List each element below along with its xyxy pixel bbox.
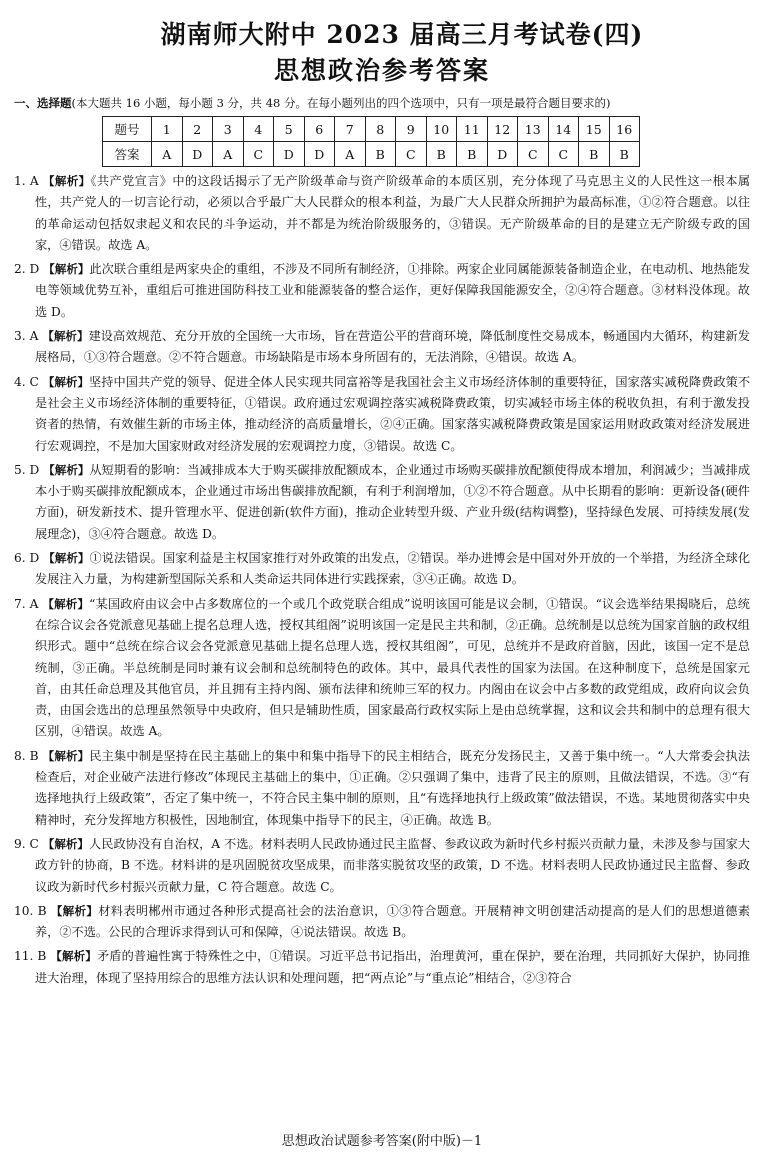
- item-number: 7. A: [14, 596, 39, 611]
- question-row-label: 题号: [103, 117, 152, 142]
- answer-cell: C: [548, 142, 579, 167]
- analysis-tag: 【解析】: [42, 174, 91, 188]
- question-number-cell: 7: [335, 117, 366, 142]
- item-number: 5. D: [14, 462, 40, 477]
- item-text: 坚持中国共产党的领导、促进全体人民实现共同富裕等是我国社会主义市场经济体制的重要特征，国家落实减税降费政策不是社会主义市场经济体制的重要特征，①错误。政府通过宏观调控落实减税降费政策，切实减轻市场主体的税收负担，有利于激发投资者的热情，有效催生新的市场主体，推动经济的高质量增长，②④正确。国家落实减税降费政策是国家运用财政政策对经济发展进行宏观调控，不是加大国家财政对经济发展的宏观调控力度，③错误。故选 C。: [35, 374, 751, 453]
- item-text: 民主集中制是坚持在民主基础上的集中和集中指导下的民主相结合，既充分发扬民主，又善于集中统一。“人大常委会执法检查后，对企业破产法进行修改”体现民主基础上的集中，①正确。②只强调了集中，违背了民主的原则，且做法错误，不选。③“有选择地执行上级政策”，否定了集中统一，不符合民主集中制的原则，且“有选择地执行上级政策”做法错误，不选。某地贯彻落实中央精神时，充分发挥地方积极性，因地制宜，体现集中指导下的民主，④正确。故选 B。: [35, 748, 751, 827]
- question-number-cell: 2: [182, 117, 213, 142]
- question-number-cell: 5: [274, 117, 305, 142]
- item-number: 10. B: [14, 903, 47, 918]
- explanation-item: [14, 259, 750, 323]
- item-text: 建设高效规范、充分开放的全国统一大市场，旨在营造公平的营商环境，降低制度性交易成本，畅通国内大循环，构建新发展格局，①③符合题意。②不符合题意。市场缺陷是市场本身所固有的，无法消除，④错误。故选 A。: [35, 329, 750, 365]
- item-text: 此次联合重组是两家央企的重组，不涉及不同所有制经济，①排除。两家企业同属能源装备制造企业，在电动机、地热能发电等领域优势互补，重组后可推进国防科技工业和能源装备的整合运作，更好保障我国能源安全，②④符合题意。③材料没体现。故选 D。: [35, 262, 751, 319]
- item-number: 4. C: [14, 374, 39, 389]
- answer-table: [102, 116, 640, 167]
- page-footer: 思想政治试题参考答案(附中版)－1: [281, 1134, 483, 1149]
- answer-cell: A: [335, 142, 366, 167]
- explanation-item: [14, 594, 750, 743]
- question-number-cell: 3: [213, 117, 244, 142]
- item-number: 2. D: [14, 262, 40, 277]
- item-text: 《共产党宣言》中的这段话揭示了无产阶级革命与资产阶级革命的本质区别，充分体现了马克思主义的人民性这一根本属性，共产党人的一切言论行动，必须以合乎最广大人民群众的根本利益，为最广大人民群众所拥护为最高标准，①②符合题意。以往的革命运动包括奴隶起义和农民的斗争运动，并不都是为统治阶级服务的，③错误。无产阶级革命的目的是建立无产阶级专政的国家，④错误。故选 A。: [35, 174, 751, 252]
- answer-cell: A: [213, 142, 244, 167]
- analysis-tag: 【解析】: [42, 748, 90, 763]
- answer-cell: A: [152, 142, 183, 167]
- analysis-tag: 【解析】: [50, 949, 97, 964]
- section-heading-note: (本大题共 16 小题，每小题 3 分，共 48 分。在每小题列出的四个选项中，只有一项是最符合题目要求的): [71, 96, 611, 110]
- page-title: 湖南师大附中 2023 届高三月考试卷(四): [160, 20, 644, 49]
- analysis-tag: 【解析】: [42, 374, 90, 389]
- explanation-item: [14, 460, 750, 545]
- answer-cell: B: [426, 142, 457, 167]
- question-number-cell: 8: [365, 117, 396, 142]
- explanation-item: [14, 548, 750, 591]
- question-number-cell: 10: [426, 117, 457, 142]
- section-heading: [14, 94, 750, 112]
- explanation-item: [14, 372, 750, 457]
- question-number-cell: 14: [548, 117, 579, 142]
- answer-row: [103, 142, 640, 167]
- analysis-tag: 【解析】: [42, 329, 89, 344]
- answer-row-label: 答案: [103, 142, 152, 167]
- analysis-tag: 【解析】: [43, 551, 90, 566]
- explanation-item: [14, 326, 750, 369]
- question-number-cell: 4: [243, 117, 274, 142]
- explanation-list: [14, 171, 750, 989]
- answer-cell: C: [396, 142, 427, 167]
- question-number-cell: 6: [304, 117, 335, 142]
- item-number: 1. A: [14, 174, 39, 188]
- analysis-tag: 【解析】: [43, 262, 90, 277]
- explanation-item: [14, 901, 750, 944]
- answer-cell: D: [304, 142, 335, 167]
- item-number: 9. C: [14, 836, 39, 851]
- explanation-item: [14, 834, 750, 898]
- item-number: 11. B: [14, 949, 47, 964]
- item-text: 人民政协没有自治权，A 不选。材料表明人民政协通过民主监督、参政议政为新时代乡村振兴贡献力量，未涉及参与国家大政方针的协商，B 不选。材料讲的是巩固脱贫攻坚成果，而非落实脱贫攻坚的政策，D 不选。材料表明人民政协通过民主监督、参政议政为新时代乡村振兴贡献力量，C 符合题意。故选 C。: [35, 836, 750, 894]
- question-number-cell: 12: [487, 117, 518, 142]
- item-text: “某国政府由议会中占多数席位的一个或几个政党联合组成”说明该国可能是议会制，①错误。“议会选举结果揭晓后，总统在综合议会各党派意见基础上提名总理人选，授权其组阁”说明该国一定是民主共和制，②正确。总统制是以总统为国家首脑的政权组织形式。题中“总统在综合议会各党派意见基础上提名总理人选，授权其组阁”，可见，总统并不是政府首脑，因此，该国一定不是总统制，③正确。半总统制是同时兼有议会制和总统制特色的政体。其中，最具代表性的国家为法国。在这种制度下，总统是国家元首，由其任命总理及其他官员，并且拥有主持内阁、颁布法律和统帅三军的权力。内阁由在议会中占多数的政党组成，政府向议会负责，由国会选出的总理虽然领导中央政府，但只是辅助性质，国家最高行政权实际上是由总统掌握，这和议会共和制中的总理有很大区别，④错误。故选 A。: [35, 596, 750, 739]
- answer-cell: D: [274, 142, 305, 167]
- answer-cell: D: [182, 142, 213, 167]
- explanation-item: [14, 746, 750, 831]
- analysis-tag: 【解析】: [50, 903, 99, 918]
- item-number: 8. B: [14, 748, 39, 763]
- answer-cell: B: [457, 142, 488, 167]
- item-number: 6. D: [14, 551, 40, 566]
- answer-cell: B: [365, 142, 396, 167]
- question-number-cell: 9: [396, 117, 427, 142]
- question-number-cell: 1: [152, 117, 183, 142]
- item-text: ①说法错误。国家利益是主权国家推行对外政策的出发点，②错误。举办进博会是中国对外开放的一个举措，为经济全球化发展注入力量，为构建新型国际关系和人类命运共同体进行实践探索，③④正确。故选 D。: [35, 551, 751, 587]
- item-text: 材料表明郴州市通过各种形式提高社会的法治意识，①③符合题意。开展精神文明创建活动提高的是人们的思想道德素养，②不选。公民的合理诉求得到认可和保障，④说法错误。故选 B。: [35, 903, 751, 940]
- item-number: 3. A: [14, 329, 39, 344]
- answer-cell: B: [579, 142, 610, 167]
- explanation-item: [14, 171, 750, 256]
- question-number-cell: 13: [518, 117, 549, 142]
- analysis-tag: 【解析】: [42, 836, 89, 851]
- page-subtitle: 思想政治参考答案: [273, 56, 490, 85]
- question-number-cell: 16: [609, 117, 640, 142]
- question-number-row: [103, 117, 640, 142]
- answer-cell: C: [243, 142, 274, 167]
- answer-cell: B: [609, 142, 640, 167]
- answer-cell: D: [487, 142, 518, 167]
- item-text: 矛盾的普遍性寓于特殊性之中，①错误。习近平总书记指出，治理黄河，重在保护，要在治理，共同抓好大保护，协同推进大治理，体现了坚持用综合的思维方法认识和处理问题，把“两点论”与“重点论”相结合，②③符合: [35, 949, 751, 985]
- explanation-item: [14, 946, 750, 989]
- analysis-tag: 【解析】: [43, 462, 90, 477]
- question-number-cell: 15: [579, 117, 610, 142]
- question-number-cell: 11: [457, 117, 488, 142]
- item-text: 从短期看的影响：当减排成本大于购买碳排放配额成本，企业通过市场购买碳排放配额使得成本增加，利润减少；当减排成本小于购买碳排放配额成本，企业通过市场出售碳排放配额，有利于利润增加，①②不符合题意。从中长期看的影响：更新设备(硬件方面)，研发新技术、提升管理水平、促进创新(软件方面)，推动企业转型升级、产业升级(结构调整)，坚持绿色发展、可持续发展(发展理念)，③④符合题意。故选 D。: [35, 462, 751, 541]
- answer-cell: C: [518, 142, 549, 167]
- section-heading-label: 一、选择题: [14, 96, 72, 110]
- analysis-tag: 【解析】: [42, 596, 90, 611]
